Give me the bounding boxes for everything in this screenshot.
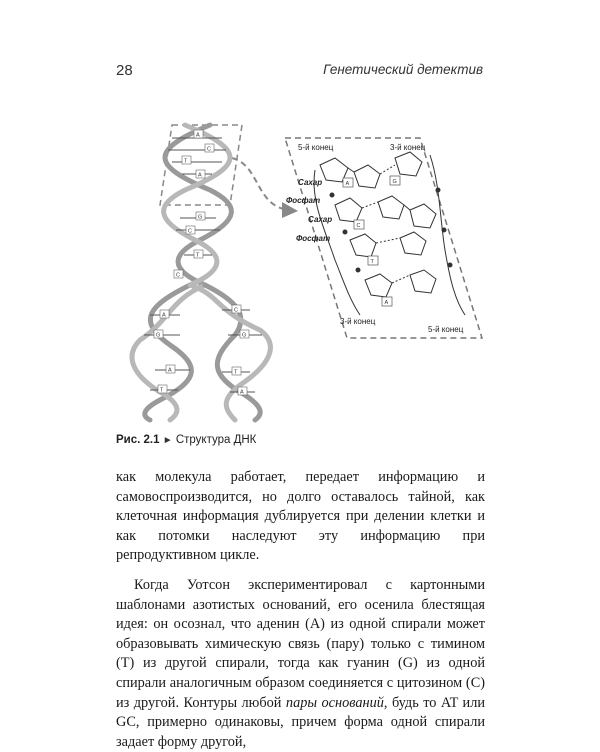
svg-text:A: A: [168, 367, 172, 374]
zoom-arrow: [232, 158, 288, 210]
svg-text:A: A: [384, 300, 389, 306]
svg-text:T: T: [160, 387, 164, 394]
dna-structure-figure: [110, 110, 490, 425]
svg-text:C: C: [207, 146, 211, 153]
zoom-base-tag: [354, 220, 364, 229]
caption-text: Структура ДНК: [175, 434, 257, 446]
label-3-end-top: 3-й конец: [390, 143, 426, 152]
svg-text:C: C: [234, 307, 238, 314]
base-tag: [194, 130, 203, 139]
base-tag: [205, 144, 214, 153]
paragraph-1: как молекула работает, передает информацию и самовоспроизводится, но долго оставалось тайной, как клеточная информация дублируется при делении клетки и как потомки наследуют эту информацию при репродуктивном цикле.: [116, 469, 485, 564]
svg-text:T: T: [234, 369, 238, 376]
base-tag: [186, 226, 195, 235]
svg-text:G: G: [156, 332, 161, 339]
base-tag: [194, 250, 203, 259]
paragraph-2: Когда Уотсон экспериментировал с картонными шаблонами азотистых оснований, его осенила блестящая идея: он осознал, что аденин (А) из одной спирали может образовывать химическую связь (пару) только с тимином (Т) из другой спирали, тогда как гуанин (G) из одной спирали аналогичным образом соединяется с цитозином (С) из другой. Контуры любой пары оснований, будь то AT или GC, примерно одинаковы, причем форма одной спирали задает форму другой,: [116, 576, 485, 750]
label-5-end-bottom: 5-й конец: [428, 325, 464, 334]
label-3-end-bottom: 3-й конец: [340, 317, 376, 326]
base-tag: [166, 365, 175, 374]
label-sugar-1: Сахар: [298, 178, 323, 187]
zoom-base-tags: [343, 176, 400, 306]
label-phosphate-1: Фосфат: [286, 196, 321, 205]
page-number: 28: [116, 62, 133, 79]
label-sugar-2: Сахар: [308, 215, 333, 224]
caption-arrow-icon: ►: [162, 435, 173, 446]
base-tag: [160, 310, 169, 319]
zoom-base-tag: [368, 256, 378, 265]
label-phosphate-2: Фосфат: [296, 234, 331, 243]
svg-text:C: C: [188, 228, 192, 235]
svg-text:A: A: [162, 312, 166, 319]
base-tag: [240, 330, 249, 339]
svg-text:A: A: [198, 172, 202, 179]
caption-number: Рис. 2.1: [116, 434, 160, 446]
base-tag: [158, 385, 167, 394]
base-tag: [232, 367, 241, 376]
base-tag: [182, 156, 191, 165]
running-title: Генетический детектив: [323, 62, 483, 77]
svg-text:A: A: [196, 132, 200, 139]
base-tag: [174, 270, 183, 279]
base-tag: [196, 212, 205, 221]
base-tag: [238, 387, 247, 396]
svg-text:G: G: [242, 332, 247, 339]
zoom-base-tag: [382, 297, 392, 306]
zoom-base-tag: [343, 178, 353, 187]
svg-text:C: C: [176, 272, 180, 279]
base-tag: [154, 330, 163, 339]
base-tag: [232, 305, 241, 314]
figure-caption: [116, 434, 256, 446]
label-5-end-top: 5-й конец: [298, 143, 334, 152]
svg-text:C: C: [356, 223, 361, 229]
body-text: [116, 468, 485, 752]
svg-text:G: G: [198, 214, 203, 221]
svg-text:G: G: [392, 179, 397, 185]
base-tag: [196, 170, 205, 179]
svg-text:T: T: [184, 158, 188, 165]
svg-text:A: A: [240, 389, 244, 396]
svg-text:T: T: [370, 259, 374, 265]
molecular-structure: [314, 152, 465, 315]
zoom-base-tag: [390, 176, 400, 185]
svg-text:A: A: [345, 181, 350, 187]
emphasis-base-pairs: пары оснований: [285, 694, 384, 711]
svg-text:T: T: [196, 252, 200, 259]
